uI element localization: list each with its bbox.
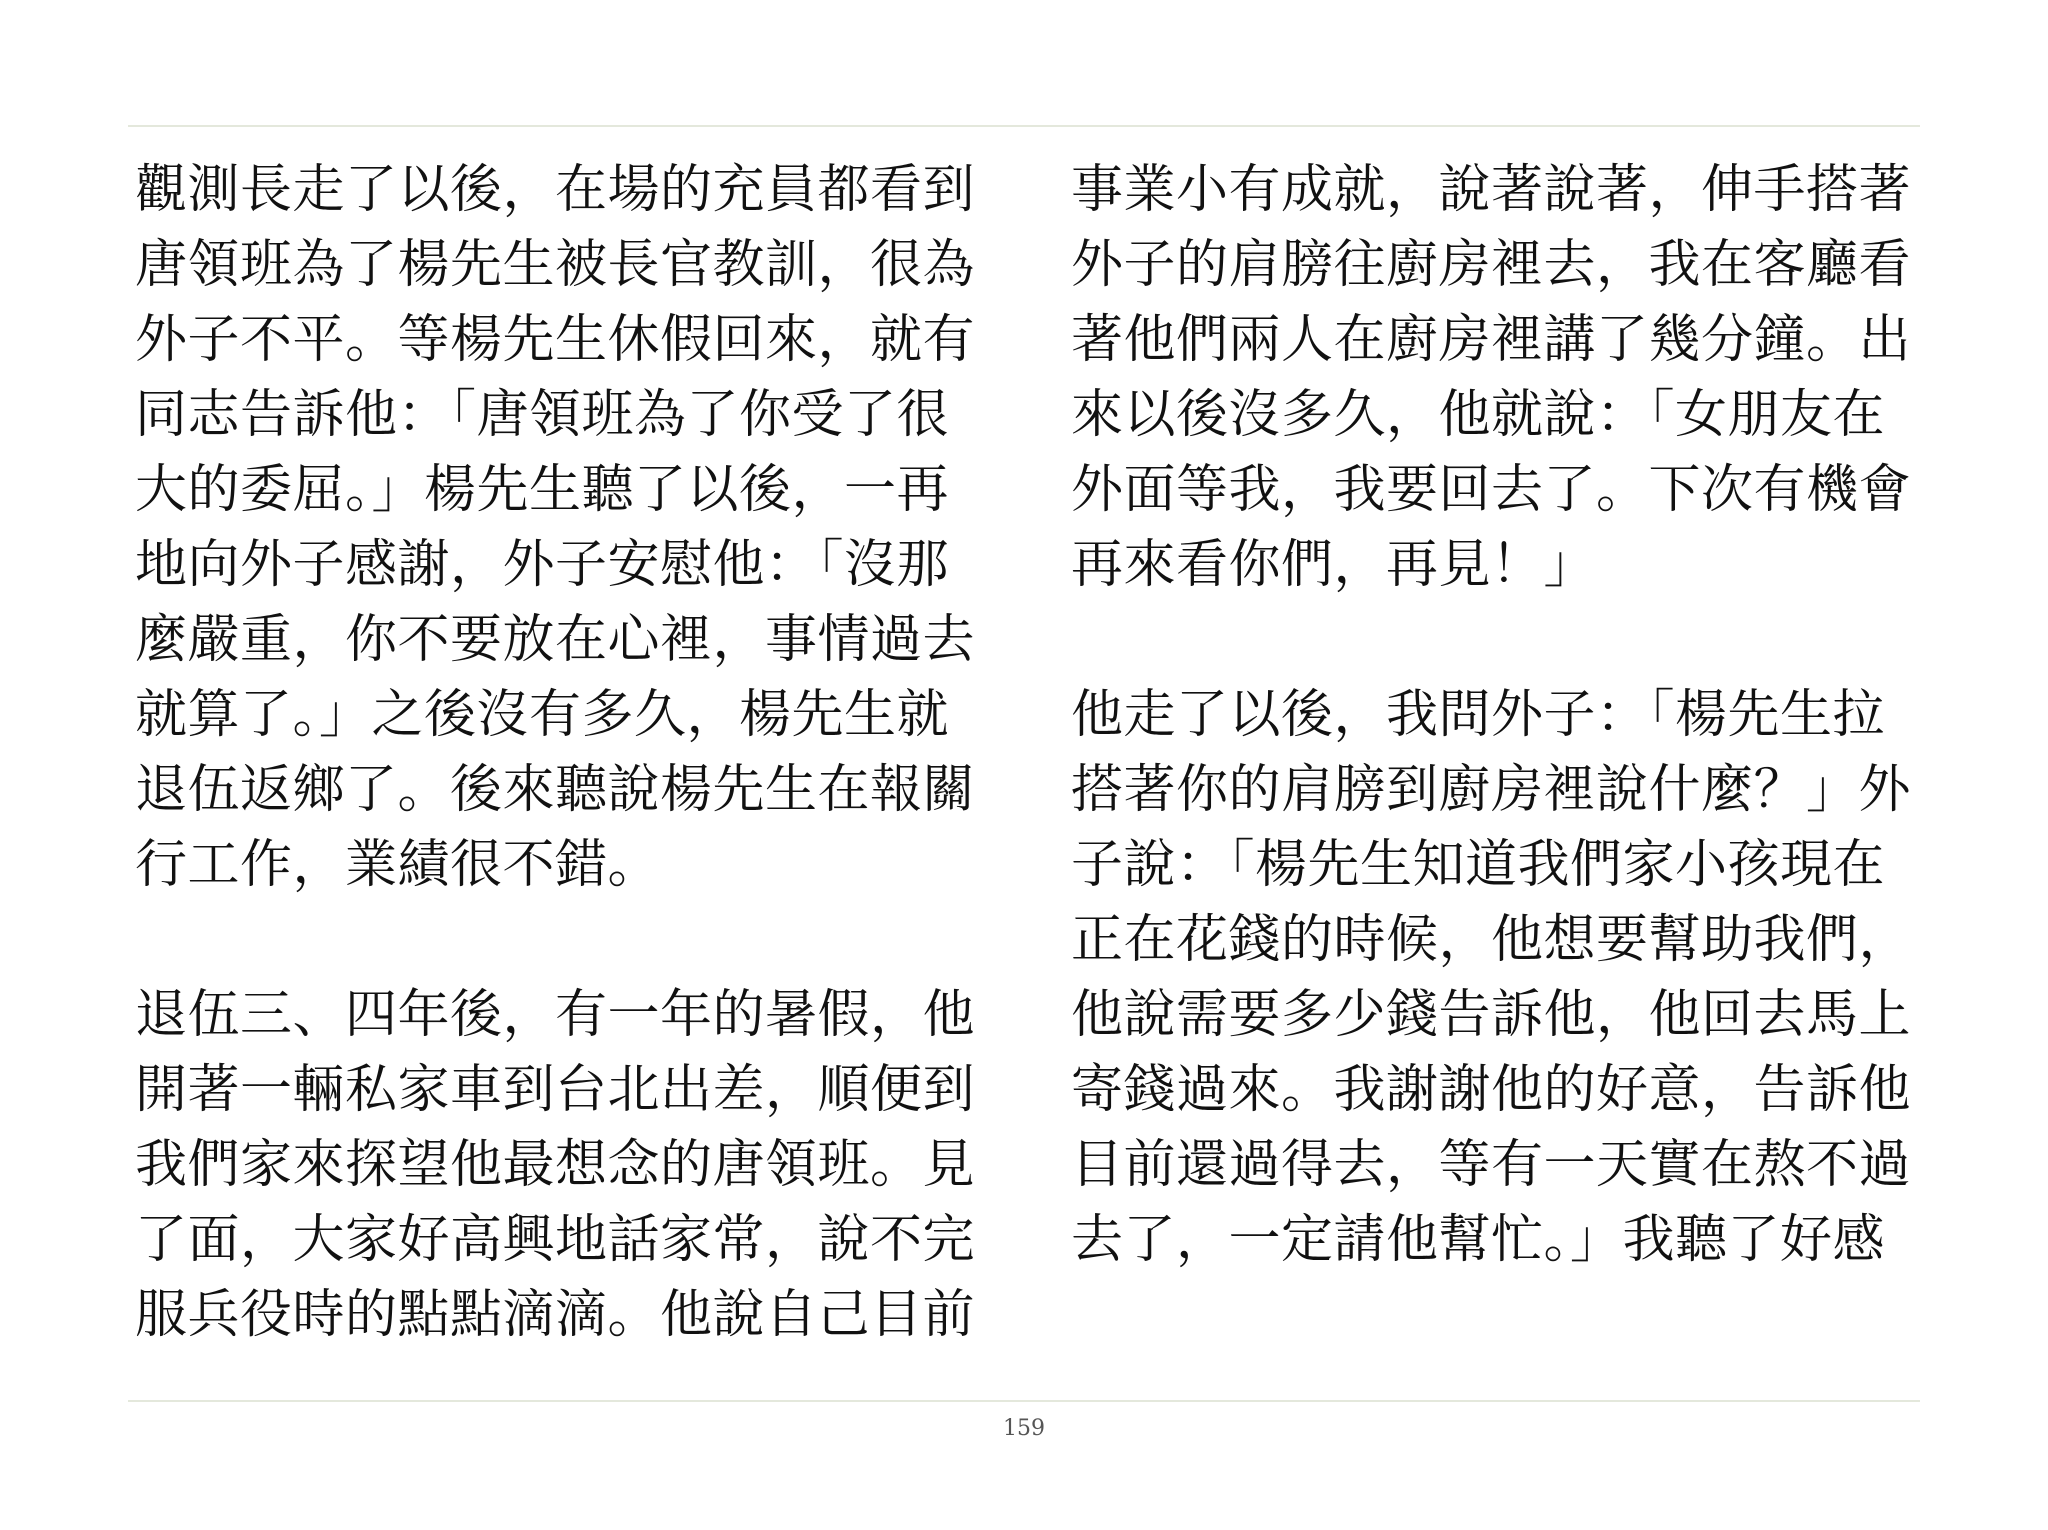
text-line: 大的委屈。」楊先生聽了以後，一再 [135,460,950,520]
page-number: 159 [1003,1416,1045,1441]
text-line: 搭著你的肩膀到廚房裡說什麼？」外 [1071,760,1912,820]
paragraph [135,153,975,903]
text-line: 事業小有成就，說著說著，伸手搭著 [1071,160,1912,220]
paragraph [135,978,975,1353]
text-line: 了面，大家好高興地話家常，說不完 [135,1210,976,1270]
text-line: 目前還過得去，等有一天實在熬不過 [1071,1135,1912,1195]
text-line: 觀測長走了以後，在場的充員都看到 [135,160,976,220]
header-rule [128,125,1920,127]
text-line: 退伍返鄉了。後來聽說楊先生在報關 [135,760,976,820]
text-line: 唐領班為了楊先生被長官教訓，很為 [135,235,976,295]
text-line: 正在花錢的時候，他想要幫助我們， [1071,910,1912,970]
text-line: 外子不平。等楊先生休假回來，就有 [135,310,976,370]
text-line: 他說需要多少錢告訴他，他回去馬上 [1071,985,1912,1045]
paragraph [1071,153,1911,603]
paragraph [1071,678,1911,1278]
footer-rule [128,1400,1920,1402]
text-line: 來以後沒多久，他就說：「女朋友在 [1071,385,1886,445]
text-column-right [1071,153,1911,1278]
text-line: 外面等我，我要回去了。下次有機會 [1071,460,1912,520]
text-line: 我們家來探望他最想念的唐領班。見 [135,1135,976,1195]
text-line: 外子的肩膀往廚房裡去，我在客廳看 [1071,235,1912,295]
text-line: 再來看你們，再見！」 [1071,535,1597,595]
text-line: 子說：「楊先生知道我們家小孩現在 [1071,835,1886,895]
text-line: 地向外子感謝，外子安慰他：「沒那 [135,535,950,595]
text-line: 行工作，業績很不錯。 [135,835,661,895]
text-line: 他走了以後，我問外子：「楊先生拉 [1071,685,1886,745]
text-line: 著他們兩人在廚房裡講了幾分鐘。出 [1071,310,1912,370]
paragraph-gap [135,903,975,978]
text-line: 就算了。」之後沒有多久，楊先生就 [135,685,950,745]
text-line: 服兵役時的點點滴滴。他說自己目前 [135,1285,976,1345]
paragraph-gap [1071,603,1911,678]
text-line: 開著一輛私家車到台北出差，順便到 [135,1060,976,1120]
text-line: 寄錢過來。我謝謝他的好意，告訴他 [1071,1060,1912,1120]
text-line: 同志告訴他：「唐領班為了你受了很 [135,385,950,445]
text-column-left [135,153,975,1353]
text-line: 去了，一定請他幫忙。」我聽了好感 [1071,1210,1886,1270]
text-line: 退伍三、四年後，有一年的暑假，他 [135,985,976,1045]
text-line: 麼嚴重，你不要放在心裡，事情過去 [135,610,976,670]
